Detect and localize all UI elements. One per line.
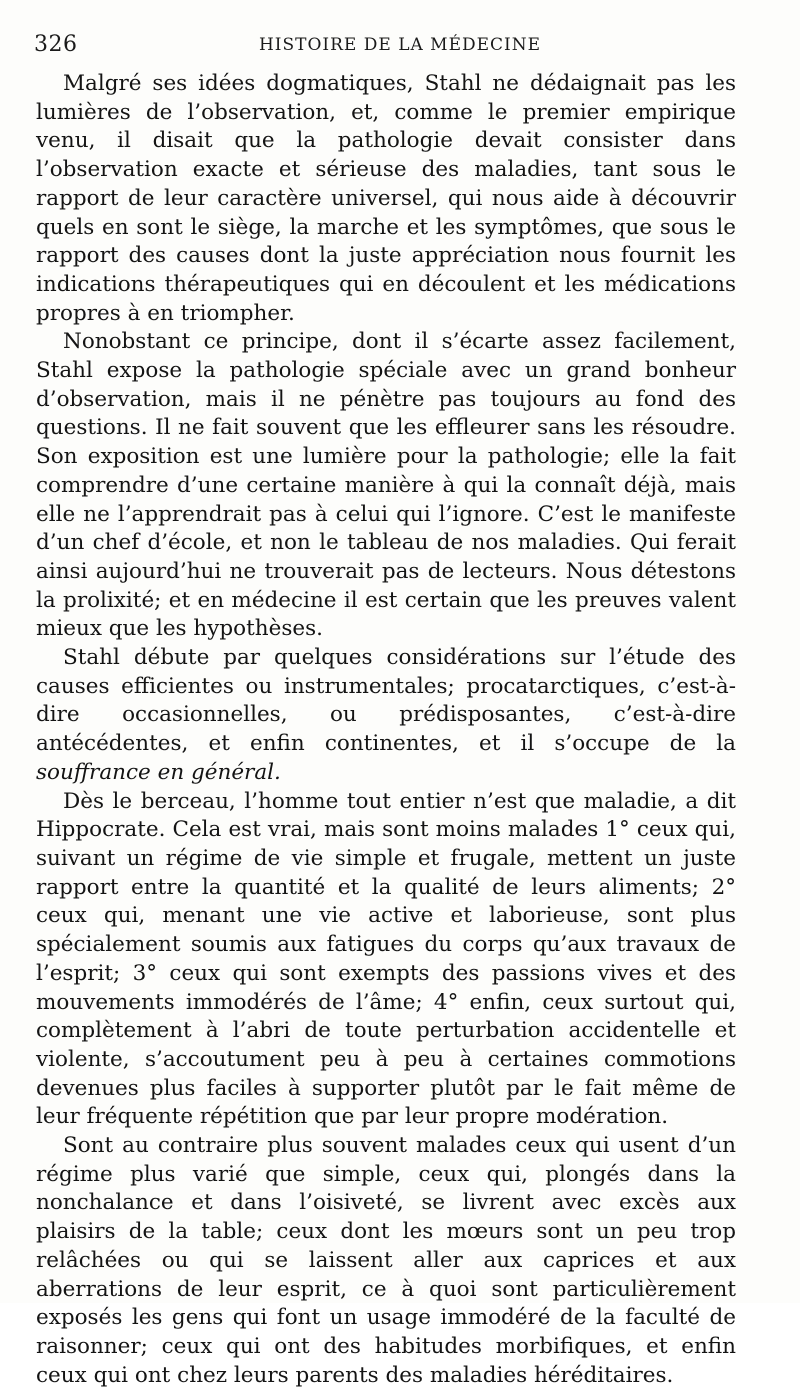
paragraph-3-emphasis: souffrance en général. (36, 759, 281, 785)
body-text (36, 70, 736, 1390)
paragraph-2: Nonobstant ce principe, dont il s’écarte assez facilement, Stahl expose la pathologie spéciale avec un grand bonheur d’observation, mais il ne pénètre pas toujours au fond des questions. Il ne fait souvent que les effleurer sans les résoudre. Son exposition est une lumière pour la pathologie; elle la fait comprendre d’une certaine manière à qui la connaît déjà, mais elle ne l’apprendrait pas à celui qui l’ignore. C’est le manifeste d’un chef d’école, et non le tableau de nos maladies. Qui ferait ainsi aujourd’hui ne trouverait pas de lecteurs. Nous détestons la prolixité; et en médecine il est certain que les preuves valent mieux que les hypothèses. (36, 329, 736, 642)
paragraph-3 (36, 644, 736, 788)
paragraph-3-text: Stahl débute par quelques considérations sur l’étude des causes efficientes ou instrumentales; procatarctiques, c’est-à-dire occasionnelles, ou prédisposantes, c’est-à-dire antécédentes, et enfin continentes, et il s’occupe de la (36, 645, 736, 757)
page-header (28, 32, 772, 62)
paragraph-5: Sont au contraire plus souvent malades ceux qui usent d’un régime plus varié que simple, ceux qui, plongés dans la nonchalance et dans l’oisiveté, se livrent avec excès aux plaisirs de la table; ceux dont les mœurs sont un peu trop relâchées ou qui se laissent aller aux caprices et aux aberrations de leur esprit, ce à quoi sont particulièrement exposés les gens qui font un usage immodéré de la faculté de raisonner; ceux qui ont des habitudes morbifiques, et enfin ceux qui ont chez leurs parents des maladies héréditaires. (36, 1133, 736, 1388)
paragraph-1: Malgré ses idées dogmatiques, Stahl ne dédaignait pas les lumières de l’observation, et, comme le premier empirique venu, il disait que la pathologie devait consister dans l’observation exacte et sérieuse des maladies, tant sous le rapport de leur caractère universel, qui nous aide à découvrir quels en sont le siège, la marche et les symptômes, que sous le rapport des causes dont la juste appréciation nous fournit les indications thérapeutiques qui en découlent et les médications propres à en triompher. (36, 71, 736, 326)
paragraph-4: Dès le berceau, l’homme tout entier n’est que maladie, a dit Hippocrate. Cela est vrai, mais sont moins malades 1° ceux qui, suivant un régime de vie simple et frugale, mettent un juste rapport entre la quantité et la qualité de leurs aliments; 2° ceux qui, menant une vie active et laborieuse, sont plus spécialement soumis aux fatigues du corps qu’aux travaux de l’esprit; 3° ceux qui sont exempts des passions vives et des mouvements immodérés de l’âme; 4° enfin, ceux surtout qui, complètement à l’abri de toute perturbation accidentelle et violente, s’accoutument peu à peu à certaines commotions devenues plus faciles à supporter plutôt par le fait même de leur fréquente répétition que par leur propre modération. (36, 788, 736, 1130)
running-head: HISTOIRE DE LA MÉDECINE (258, 35, 542, 55)
page-number: 326 (34, 32, 78, 57)
